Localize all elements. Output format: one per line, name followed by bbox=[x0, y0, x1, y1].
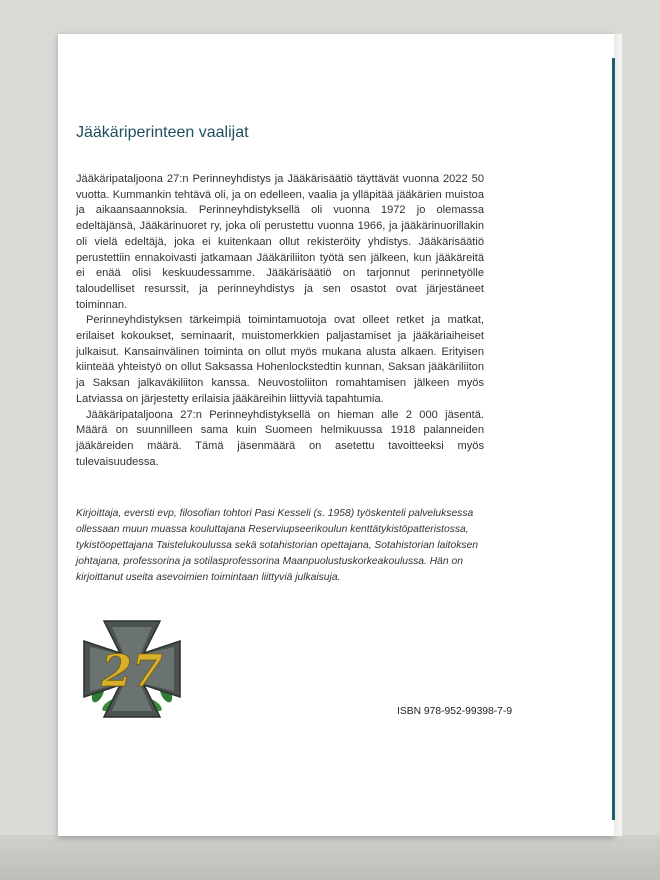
author-note: Kirjoittaja, eversti evp, filosofian tohtori Pasi Kesseli (s. 1958) työskenteli palveluksessa ollessaan muun muassa kouluttajana Reserviupseerikoulun kenttätykistöpatteristossa, tykistöopettajana Taistelukoulussa sekä sotahistorian opettajana, Sotahistorian laitoksen johtajana, professorina ja sotilasprofessorina Maanpuolustuskorkeakoulussa. Hän on kirjoittanut useita asevoimien toimintaan liittyviä julkaisuja. bbox=[76, 508, 479, 583]
emblem-numeral: 27 bbox=[101, 646, 163, 697]
blurb-paragraph-3: Jääkäripataljoona 27:n Perinneyhdistyksellä on hieman alle 2 000 jäsentä. Määrä on suunnilleen sama kuin Suomeen helmikuussa 1918 palanneiden jääkäreiden määrä. Tämä jäsenmäärä on asetettu tavoitteeksi myös tulevaisuudessa. bbox=[76, 408, 484, 468]
isbn-number: ISBN 978-952-99398-7-9 bbox=[397, 706, 513, 717]
book-spine-edge bbox=[614, 34, 622, 836]
blurb-paragraph-2: Perinneyhdistyksen tärkeimpiä toimintamuotoja ovat olleet retket ja matkat, erilaiset kokoukset, seminaarit, muistomerkkien paljastamiset ja jääkäriaiheiset julkaisut. Kansainvälinen toiminta on ollut myös mukana alusta alkaen. Erityisen kiinteää yhteistyö on ollut Saksassa Hohenlockstedtin kunnan, Saksan jääkäriliiton ja Saksan jalkaväkiliiton kanssa. Neuvostoliiton romahtamisen jälkeen myös Latviassa on järjestetty erilaisia jääkäreihin liittyviä tapahtumia. bbox=[76, 314, 484, 405]
cover-title: Jääkäriperinteen vaalijat bbox=[76, 124, 249, 141]
spine-stripe bbox=[612, 58, 615, 820]
table-surface bbox=[0, 835, 660, 880]
jaeger-27-cross-emblem-icon bbox=[82, 619, 182, 719]
blurb-text bbox=[76, 172, 484, 470]
blurb-paragraph-1: Jääkäripataljoona 27:n Perinneyhdistys ja Jääkärisäätiö täyttävät vuonna 2022 50 vuotta. Kummankin tehtävä oli, ja on edelleen, vaalia ja ylläpitää jääkärien muistoa ja aikaansaannoksia. Perinneyhdistyksellä oli vuonna 1972 jo olemassa edeltäjänsä, Jääkärinuoret ry, joka oli perustettu vuonna 1966, ja jääkärinuorillakin oli vielä edeltäjä, joka ei kuitenkaan ollut rekisteröity yhdistys. Jääkärisäätiö perustettiin ennakoivasti jatkamaan Jääkäriliiton työtä sen jälkeen, kun jääkäreitä ei enää olisi keskuudessamme. Jääkärisäätiö on tarjonnut perinnetyölle taloudelliset resurssit, ja perinneyhdistys ja sen osastot ovat järjestäneet toiminnan. bbox=[76, 173, 484, 311]
